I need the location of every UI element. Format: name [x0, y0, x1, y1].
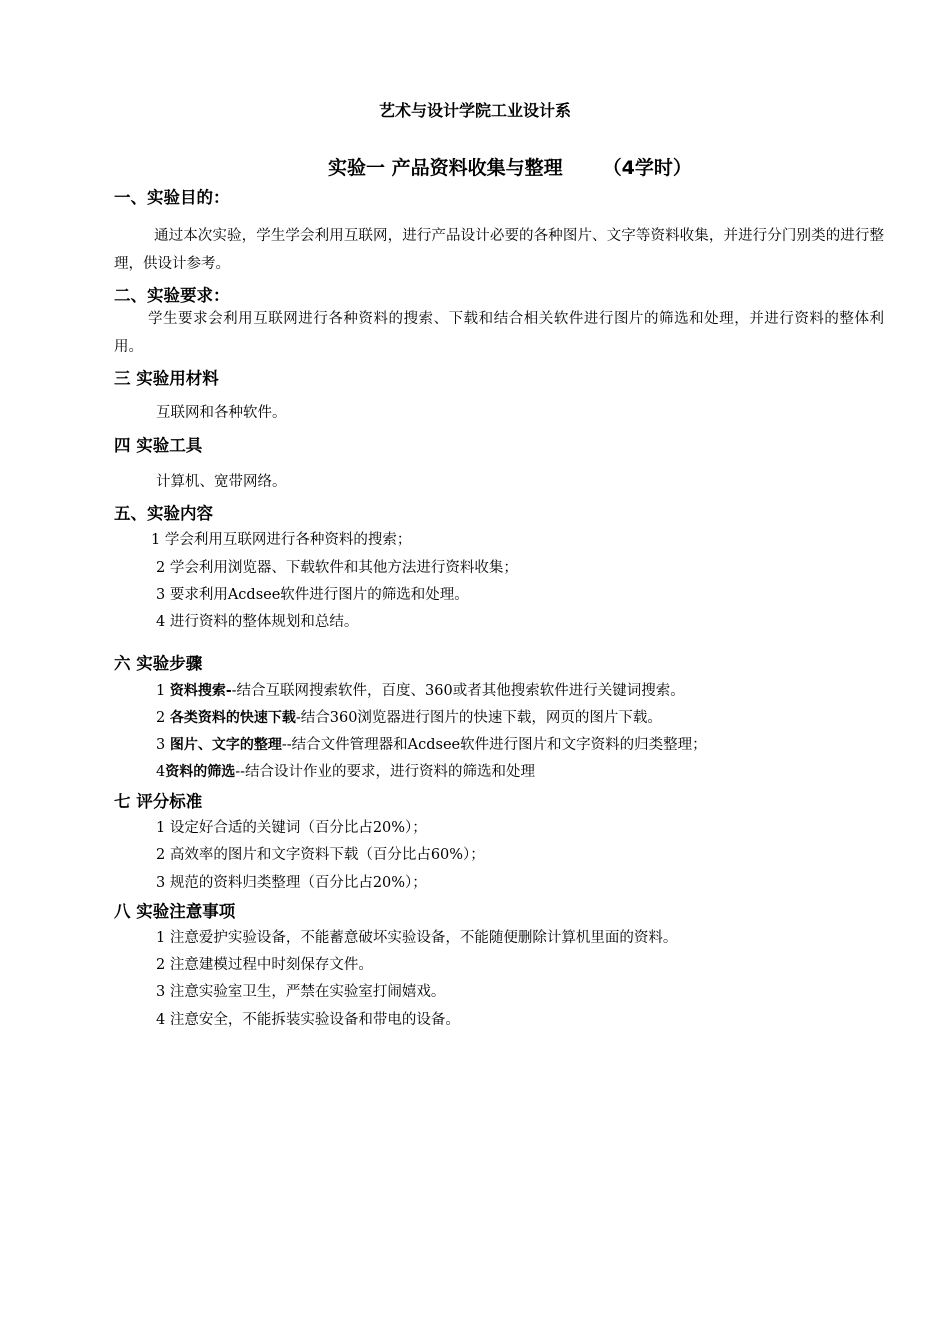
step-description: --结合文件管理器和Acdsee软件进行图片和文字资料的归类整理； [281, 737, 707, 753]
section-heading-content: 五、实验内容 [114, 504, 213, 523]
list-item: 3 注意实验室卫生，严禁在实验室打闹嬉戏。 [156, 984, 446, 1000]
list-item: 1 学会利用互联网进行各种资料的搜索； [151, 532, 412, 548]
section-heading-tools: 四 实验工具 [114, 436, 203, 455]
step-description: -结合互联网搜索软件，百度、360或者其他搜索软件进行关键词搜索。 [231, 683, 685, 699]
step-description: -结合360浏览器进行图片的快速下载，网页的图片下载。 [295, 710, 662, 726]
list-item [156, 733, 707, 754]
step-title: 图片、文字的整理 [169, 737, 282, 753]
list-item: 4 注意安全，不能拆装实验设备和带电的设备。 [156, 1012, 460, 1028]
step-title: 资料的筛选 [165, 764, 236, 780]
section-heading-grading: 七 评分标准 [114, 792, 203, 811]
step-number: 4 [156, 764, 166, 780]
list-item: 2 学会利用浏览器、下载软件和其他方法进行资料收集； [156, 560, 518, 576]
list-item: 2 注意建模过程中时刻保存文件。 [156, 957, 373, 973]
list-item: 4 进行资料的整体规划和总结。 [156, 614, 359, 630]
step-number: 1 [156, 683, 166, 699]
list-item: 1 设定好合适的关键词（百分比占20%）； [156, 820, 427, 836]
list-item [156, 706, 662, 727]
step-number: 3 [156, 737, 166, 753]
section-heading-requirements: 二、实验要求： [114, 286, 230, 305]
section-text-purpose: 通过本次实验，学生学会利用互联网，进行产品设计必要的各种图片、文字等资料收集，并进行分门别类的进行整理，供设计参考。 [114, 228, 884, 272]
list-item: 3 规范的资料归类整理（百分比占20%）； [156, 875, 427, 891]
experiment-title-text: 实验一 产品资料收集与整理 [328, 157, 563, 179]
step-title: 资料搜索- [169, 683, 232, 699]
experiment-hours: （4学时） [602, 157, 692, 179]
section-heading-steps: 六 实验步骤 [114, 654, 203, 673]
list-item [156, 760, 535, 781]
section-text-materials: 互联网和各种软件。 [156, 405, 287, 421]
experiment-title [328, 153, 692, 180]
section-heading-precautions: 八 实验注意事项 [114, 902, 236, 921]
step-title: 各类资料的快速下载 [169, 710, 296, 726]
section-text-requirements: 学生要求会利用互联网进行各种资料的搜索、下载和结合相关软件进行图片的筛选和处理，并进行资料的整体利用。 [114, 311, 884, 355]
step-description: --结合设计作业的要求，进行资料的筛选和处理 [235, 764, 536, 780]
step-number: 2 [156, 710, 166, 726]
list-item: 2 高效率的图片和文字资料下载（百分比占60%）； [156, 847, 485, 863]
list-item: 1 注意爱护实验设备，不能蓄意破坏实验设备，不能随便删除计算机里面的资料。 [156, 930, 678, 946]
list-item: 3 要求利用Acdsee软件进行图片的筛选和处理。 [156, 587, 469, 603]
department-heading: 艺术与设计学院工业设计系 [378, 101, 571, 120]
list-item [156, 679, 685, 700]
section-text-tools: 计算机、宽带网络。 [156, 474, 287, 490]
section-heading-purpose: 一、实验目的： [114, 188, 230, 207]
section-heading-materials: 三 实验用材料 [114, 369, 219, 388]
